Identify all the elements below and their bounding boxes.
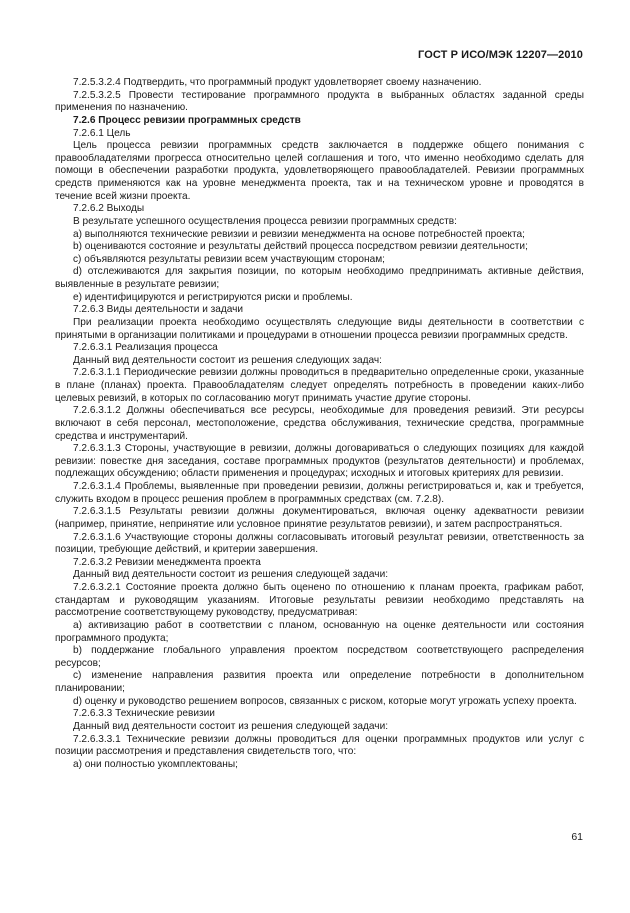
list-item: с) изменение направления развития проекта или определение потребности в дополнительном планировании; [55, 670, 584, 694]
list-item: е) идентифицируются и регистрируются риски и проблемы. [73, 291, 353, 303]
paragraph: 7.2.6.2 Выходы [73, 203, 145, 215]
list-item: d) отслеживаются для закрытия позиции, по которым необходимо предпринимать активные действия, выявленные в результате ревизии; [55, 266, 584, 290]
paragraph: 7.2.6.3.3 Технические ревизии [73, 708, 215, 720]
paragraph: Данный вид деятельности состоит из решения следующей задачи: [73, 720, 389, 732]
list-item: d) оценку и руководство решением вопросов, связанных с риском, которые могут угрожать успеху проекта. [73, 695, 577, 707]
paragraph: 7.2.6.3.2 Ревизии менеджмента проекта [73, 556, 261, 568]
paragraph: 7.2.6.3.1.6 Участвующие стороны должны согласовывать итоговый результат ревизии, ответственность за позиции, требующие действий, и критерии завершения. [55, 531, 584, 556]
document-header: ГОСТ Р ИСО/МЭК 12207—2010 [418, 49, 583, 61]
paragraph: В результате успешного осуществления процесса ревизии программных средств: [73, 215, 457, 227]
paragraph: Цель процесса ревизии программных средств заключается в поддержке общего понимания с правообладателями прогресса относительно целей соглашения и того, что именно необходимо сделать для помощи в обеспечении разработки продукта, удовлетворяющего правообладателей. Ревизии программных средств применяются как на уровне менеджмента проекта, так и на техническом уровне и проводятся в течение всей жизни проекта. [55, 140, 584, 202]
document-body [55, 77, 584, 771]
list-item: с) объявляются результаты ревизии всем участвующим сторонам; [73, 253, 385, 265]
paragraph: 7.2.6.3.3.1 Технические ревизии должны проводиться для оценки программных продуктов или услуг с позиции рассмотрения и представления свидетельств того, что: [55, 733, 584, 758]
paragraph: 7.2.6.3.1.1 Периодические ревизии должны проводиться в предварительно определенные сроки, указанные в плане (планах) проекта. Правообладателям следует определять потребность в проведении каких-либо целевых ревизий, в которых по согласованию могут принимать участие другие стороны. [55, 367, 584, 404]
paragraph: 7.2.6.1 Цель [73, 127, 131, 139]
paragraph: 7.2.5.3.2.5 Провести тестирование программного продукта в выбранных областях заданной среды применения по назначению. [55, 89, 584, 114]
paragraph: 7.2.6.3.1.3 Стороны, участвующие в ревизии, должны договариваться о следующих позициях для каждой ревизии: повестке дня заседания, составе программных продуктов (результатов деятельности) и проблемах, подлежащих обсуждению; области применения и процедурах; исходных и итоговых критериях для ревизии. [55, 443, 584, 480]
section-heading: 7.2.6 Процесс ревизии программных средств [73, 114, 301, 126]
paragraph: Данный вид деятельности состоит из решения следующей задачи: [73, 569, 389, 581]
page-number: 61 [571, 831, 583, 843]
paragraph: 7.2.6.3.1.2 Должны обеспечиваться все ресурсы, необходимые для проведения ревизий. Эти ресурсы включают в себя персонал, местоположение, средства обслуживания, технические средства, программные средства и инструментарий. [55, 405, 584, 442]
list-item: b) поддержание глобального управления проектом посредством соответствующего распределения ресурсов; [55, 645, 584, 669]
list-item: а) активизацию работ в соответствии с планом, основанную на оценке деятельности или состояния программного продукта; [55, 619, 584, 644]
paragraph: 7.2.5.3.2.4 Подтвердить, что программный продукт удовлетворяет своему назначению. [73, 77, 482, 88]
paragraph: 7.2.6.3.1.4 Проблемы, выявленные при проведении ревизии, должны регистрироваться и, как и требуется, служить входом в процесс решения проблем в программных средствах (см. 7.2.8). [55, 481, 584, 505]
paragraph: 7.2.6.3.1.5 Результаты ревизии должны документироваться, включая оценку адекватности ревизии (например, принятие, непринятие или условное принятие результатов ревизии), и затем распространяться. [55, 506, 584, 530]
list-item: а) выполняются технические ревизии и ревизии менеджмента на основе потребностей проекта; [73, 228, 525, 240]
list-item: b) оцениваются состояние и результаты действий процесса посредством ревизии деятельности; [73, 241, 528, 253]
paragraph: 7.2.6.3.2.1 Состояние проекта должно быть оценено по отношению к планам проекта, графикам работ, стандартам и руководящим указаниям. Итоговые результаты ревизии необходимо представлять на рассмотрение соответствующему руководству, предусматривая: [55, 582, 584, 619]
list-item: а) они полностью укомплектованы; [73, 758, 238, 770]
paragraph: При реализации проекта необходимо осуществлять следующие виды деятельности в соответствии с принятыми в организации политиками и процедурами в отношении процесса ревизии программных средств. [55, 316, 584, 341]
paragraph: Данный вид деятельности состоит из решения следующих задач: [73, 354, 382, 366]
paragraph: 7.2.6.3.1 Реализация процесса [73, 342, 218, 354]
paragraph: 7.2.6.3 Виды деятельности и задачи [73, 304, 244, 316]
